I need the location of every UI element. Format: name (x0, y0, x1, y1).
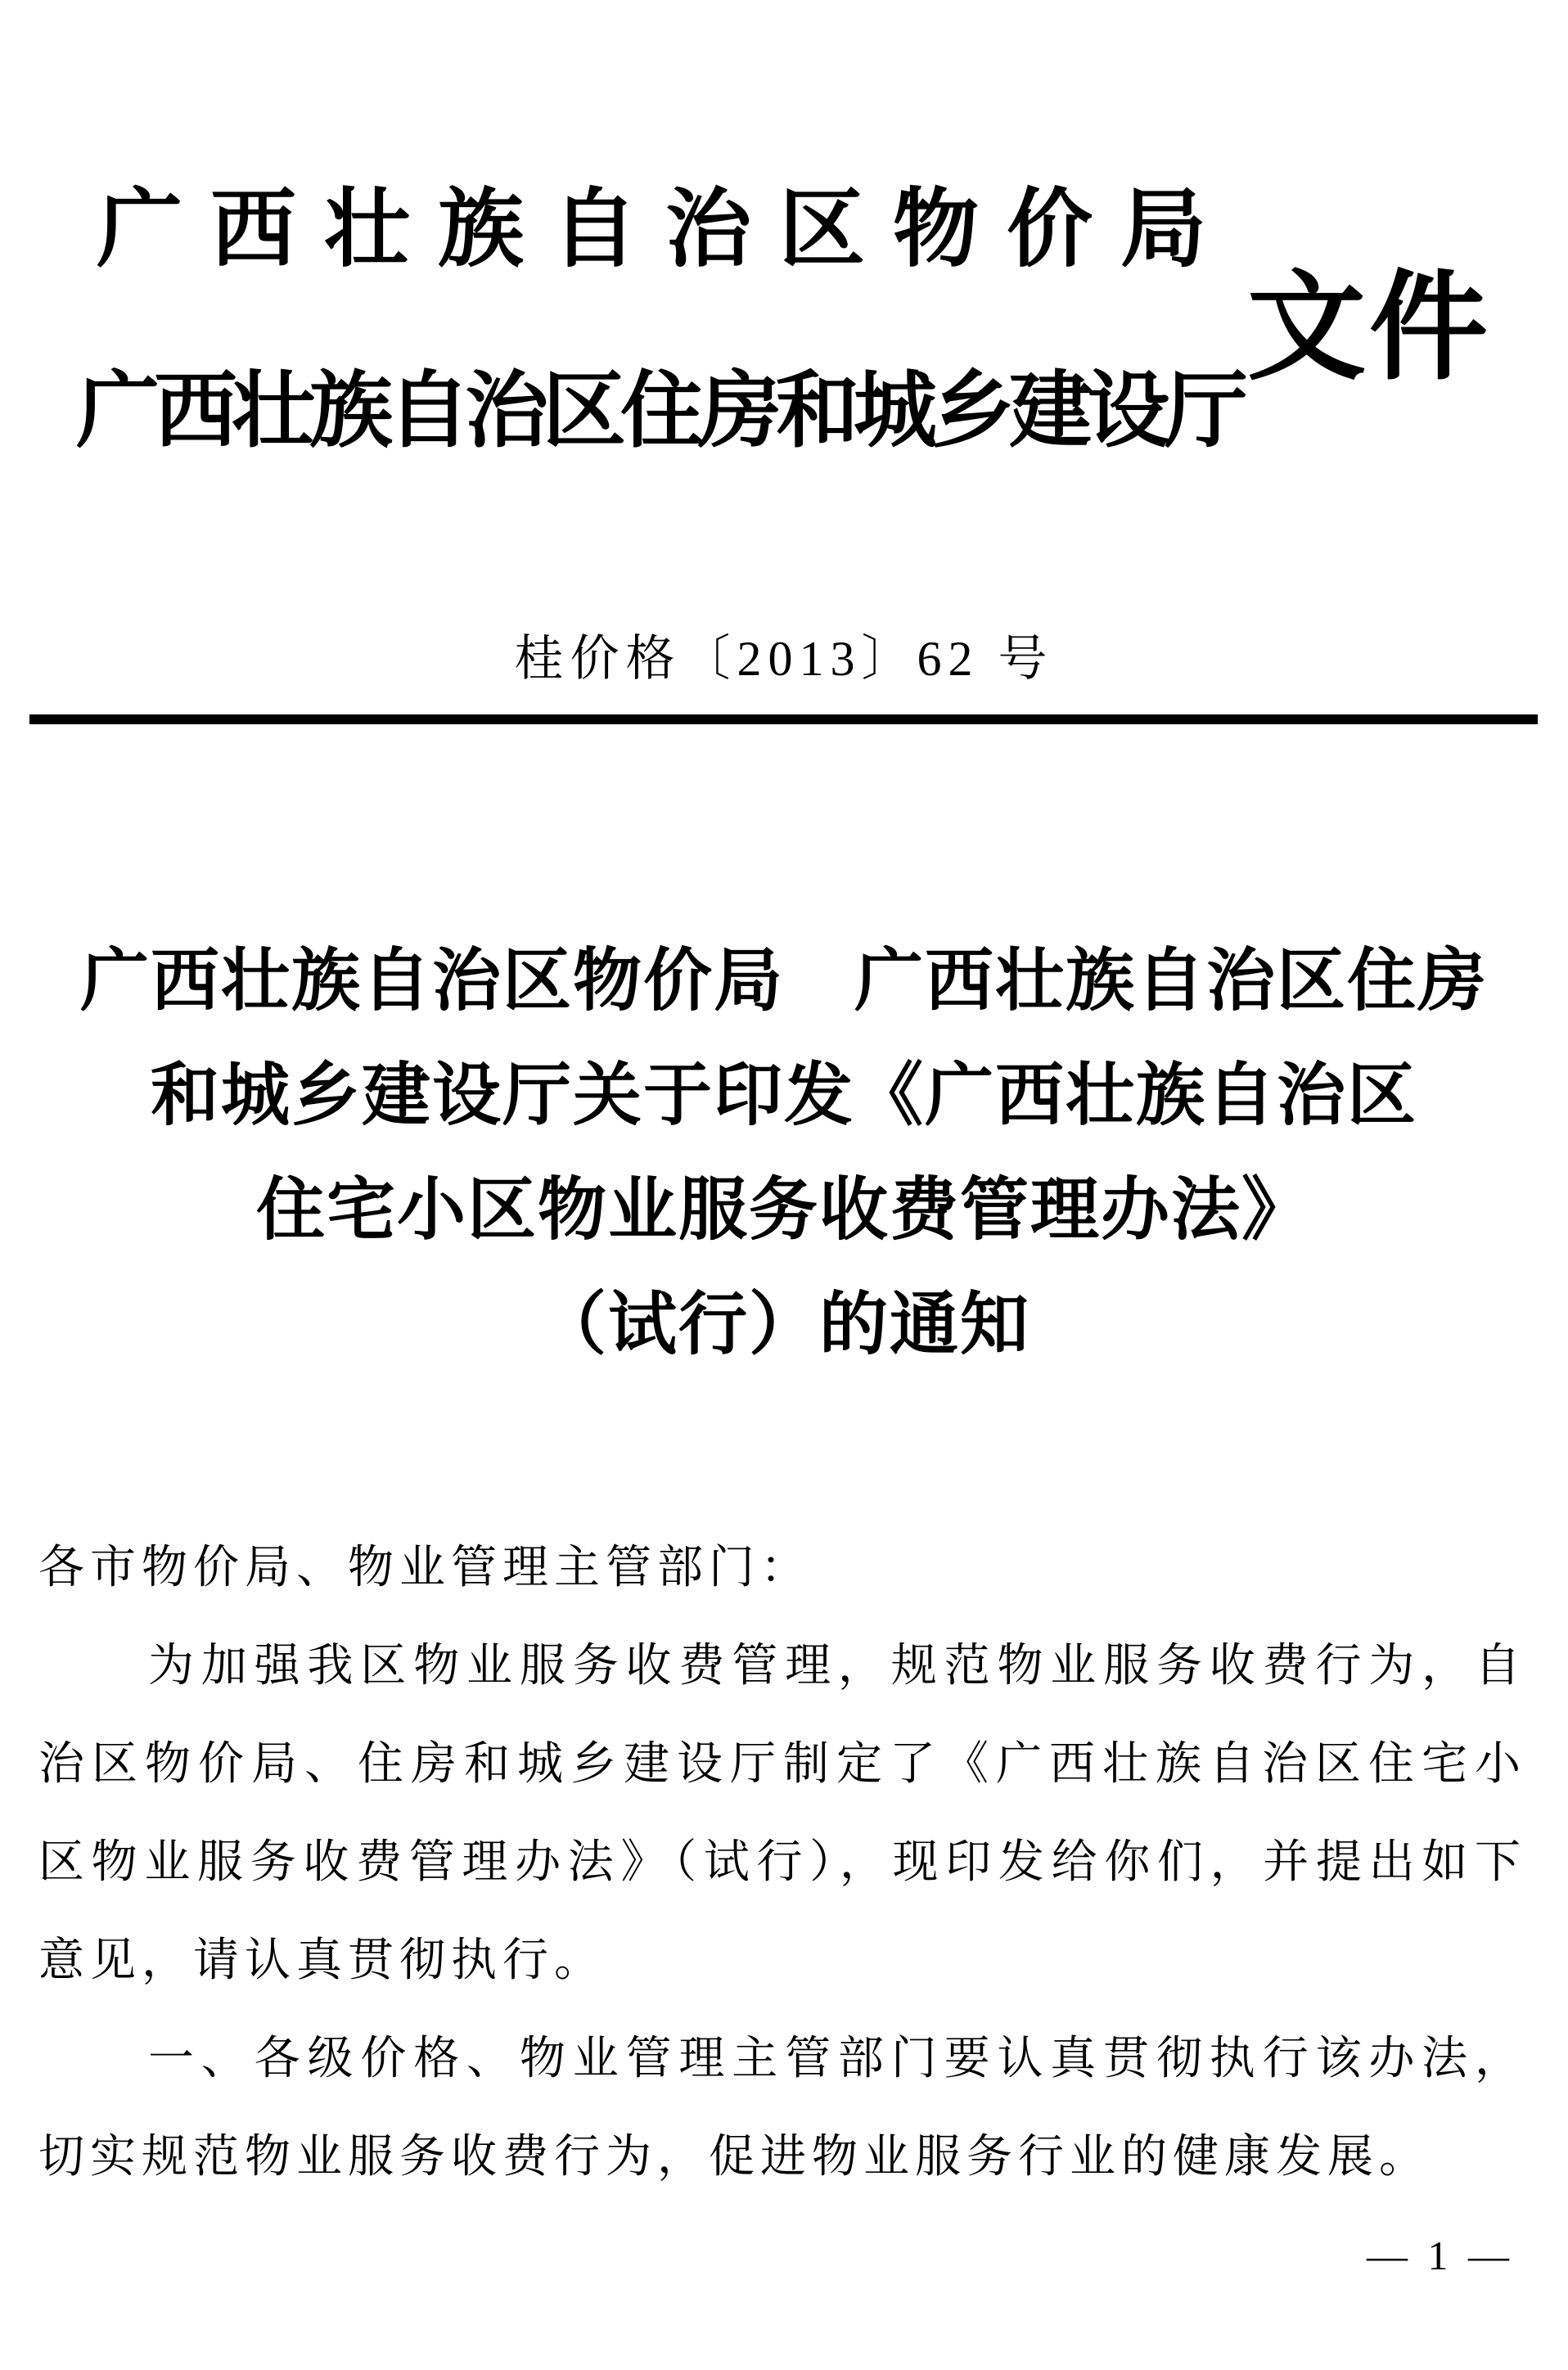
title-line-2: 和城乡建设厅关于印发《广西壮族自治区 (150, 1058, 1417, 1134)
title-line-1: 广西壮族自治区物价局 广西壮族自治区住房 (79, 944, 1488, 1020)
document-body (38, 1519, 1526, 2206)
body-paragraph-2: 一、各级价格、物业管理主管部门要认真贯彻执行该办法，切实规范物业服务收费行为，促进物业服务行业的健康发展。 (38, 2034, 1526, 2183)
agency-name-price-bureau: 广西壮族自治区物价局 (97, 182, 1235, 277)
document-number: 桂价格〔2013〕62 号 (514, 632, 1054, 686)
title-line-4: （试行）的通知 (537, 1287, 1030, 1363)
salutation: 各市物价局、物业管理主管部门： (38, 1543, 812, 1593)
document-title (0, 925, 1568, 1383)
agency-name-housing-dept: 广西壮族自治区住房和城乡建设厅 (76, 366, 1242, 458)
title-line-3: 住宅小区物业服务收费管理办法》 (255, 1173, 1312, 1249)
header-divider-rule (29, 714, 1538, 724)
document-type-label: 文件 (1247, 264, 1491, 394)
page-number: — 1 — (1367, 2233, 1514, 2278)
body-paragraph-1: 为加强我区物业服务收费管理，规范物业服务收费行为，自治区物价局、住房和城乡建设厅制定了《广西壮族自治区住宅小区物业服务收费管理办法》（试行），现印发给你们，并提出如下意见，请认真贯彻执行。 (38, 1641, 1526, 1986)
